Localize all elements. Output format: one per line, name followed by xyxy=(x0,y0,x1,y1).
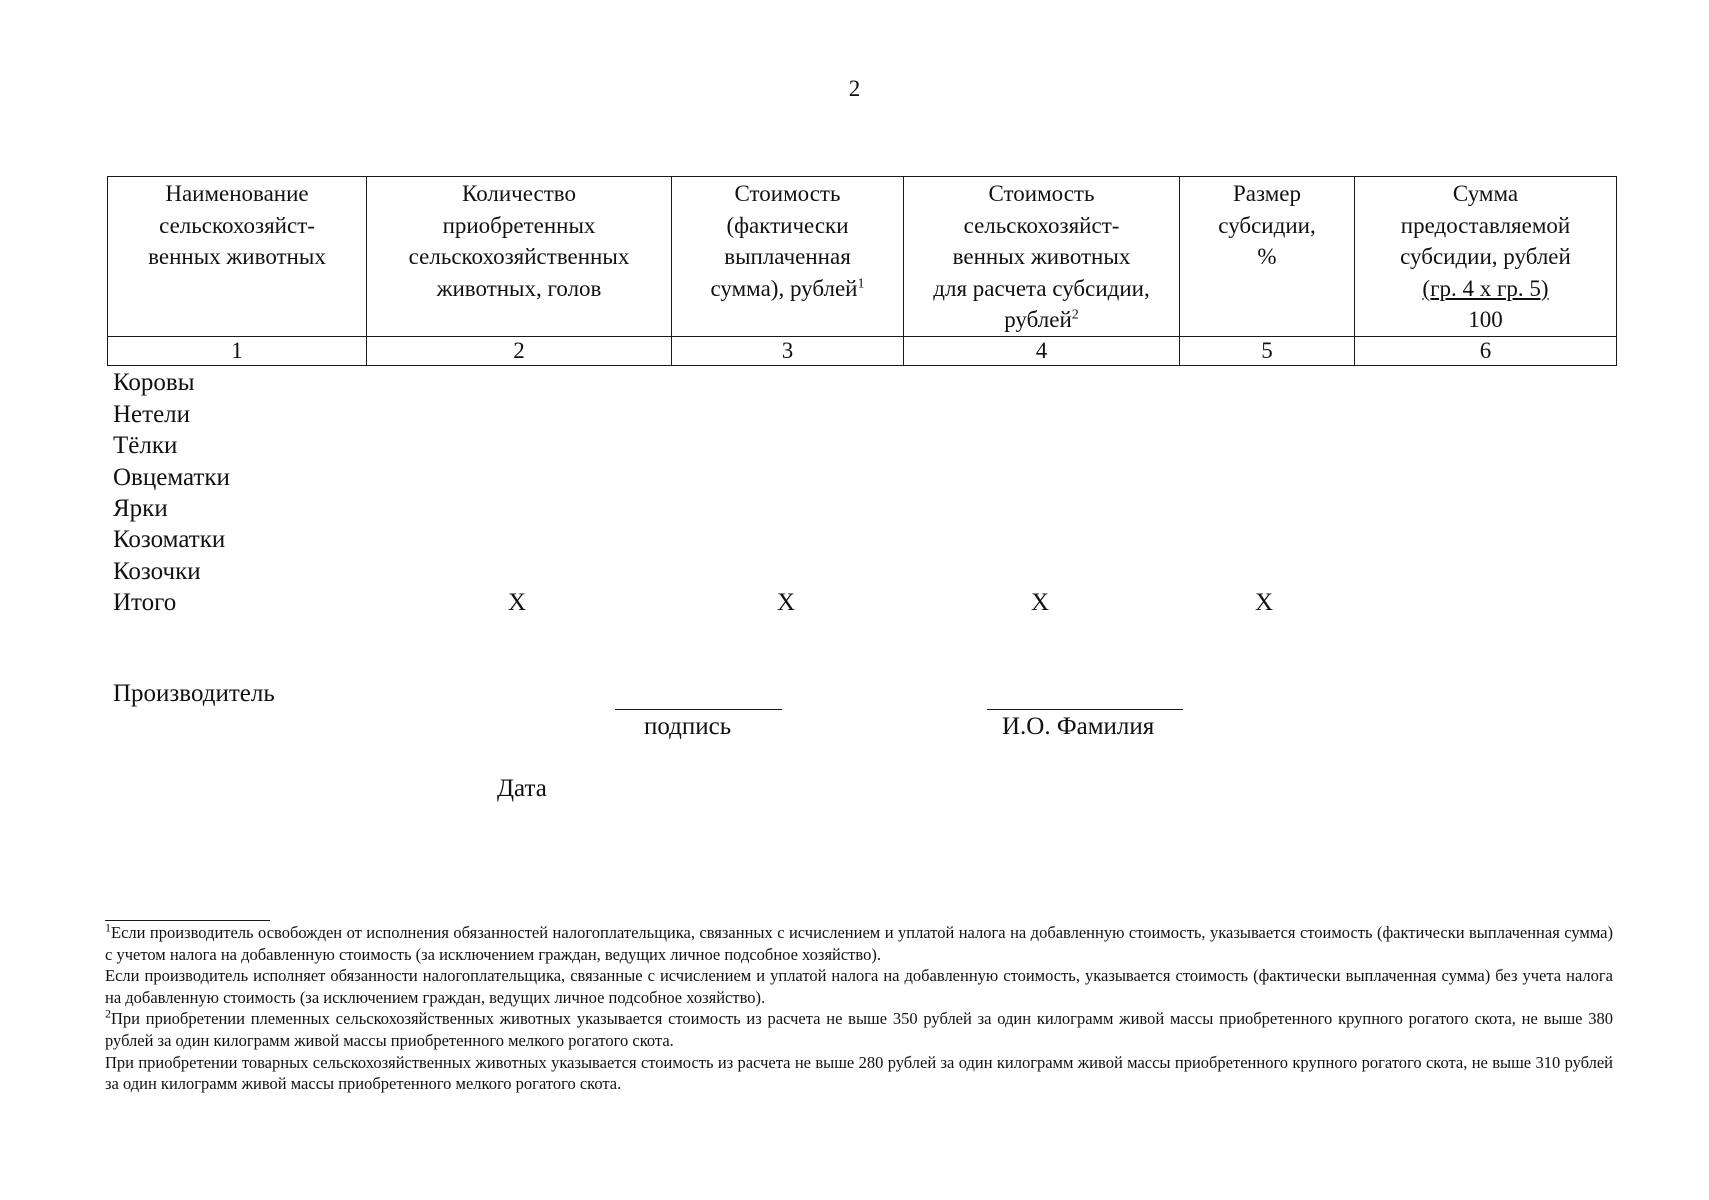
row-label-yarki: Ярки xyxy=(113,495,168,522)
signature-caption: подпись xyxy=(644,713,732,740)
row-label-young-goats: Козочки xyxy=(113,558,201,585)
subsidy-table xyxy=(107,176,1617,366)
row-label-calves: Тёлки xyxy=(113,432,178,459)
column-number: 5 xyxy=(1180,336,1355,365)
signature-line xyxy=(615,709,782,710)
date-label: Дата xyxy=(497,775,547,802)
producer-label: Производитель xyxy=(113,680,275,707)
name-caption: И.О. Фамилия xyxy=(1002,713,1155,740)
footnote-1-ref: 1 xyxy=(857,275,865,291)
total-mark-col4: Х xyxy=(1030,589,1050,616)
page-number: 2 xyxy=(848,76,861,101)
header-subsidy-sum: Сумма предоставляемой субсидии, рублей (гр. 4 х гр. 5) 100 xyxy=(1355,177,1617,337)
row-label-total: Итого xyxy=(113,589,177,616)
header-actual-cost: Стоимость (фактически выплаченная сумма), рублей$^1$ xyxy=(672,177,904,337)
footnote: Если производитель исполняет обязанности налогоплательщика, связанные с исчислением и уплатой налога на добавленную стоимость, указывается стоимость (фактически выплаченная сумма) без учета налога на добавленную стоимость (за исключением граждан, ведущих личное подсобное хозяйство). xyxy=(105,966,1613,1007)
row-label-nanny-goats: Козоматки xyxy=(113,526,226,553)
footnote: $^1$Если производитель освобожден от исполнения обязанностей налогоплательщика, связанных с исчислением и уплатой налога на добавленную стоимость, указывается стоимость (фактически выплаченная сумма) с учетом налога на добавленную стоимость (за исключением граждан, ведущих личное подсобное хозяйство). xyxy=(105,920,1613,964)
column-number: 1 xyxy=(108,336,367,365)
total-mark-col5: Х xyxy=(1254,589,1274,616)
footnote: $^2$При приобретении племенных сельскохозяйственных животных указывается стоимость из расчета не выше 350 рублей за один килограмм живой массы приобретенного крупного рогатого скота, не выше 380 рублей за один килограмм живой массы приобретенного мелкого рогатого скота. xyxy=(105,1006,1613,1050)
footnote-separator xyxy=(105,920,270,921)
column-number-row xyxy=(108,336,1617,365)
total-mark-col3: Х xyxy=(776,589,796,616)
column-number: 4 xyxy=(904,336,1180,365)
header-quantity: Количество приобретенных сельскохозяйственных животных, голов xyxy=(367,177,672,337)
footnote: При приобретении товарных сельскохозяйственных животных указывается стоимость из расчета не выше 280 рублей за один килограмм живой массы приобретенного крупного рогатого скота, не выше 310 рублей за один килограмм живой массы приобретенного мелкого рогатого скота. xyxy=(105,1052,1613,1094)
footnotes xyxy=(105,922,1613,1095)
name-line xyxy=(987,709,1183,710)
header-calc-cost: Стоимость сельскохозяйст- венных животных для расчета субсидии, рублей$^2$ xyxy=(904,177,1180,337)
footnote-2-ref: 2 xyxy=(1071,307,1079,323)
row-label-heifers: Нетели xyxy=(113,401,191,428)
header-animal-name: Наименование сельскохозяйст- венных животных xyxy=(108,177,367,337)
total-mark-col2: Х xyxy=(507,589,527,616)
column-number: 6 xyxy=(1355,336,1617,365)
header-row xyxy=(108,177,1617,337)
row-label-ewes: Овцематки xyxy=(113,464,230,491)
header-subsidy-rate: Размер субсидии, % xyxy=(1180,177,1355,337)
row-label-cows: Коровы xyxy=(113,369,195,396)
column-number: 2 xyxy=(367,336,672,365)
column-number: 3 xyxy=(672,336,904,365)
